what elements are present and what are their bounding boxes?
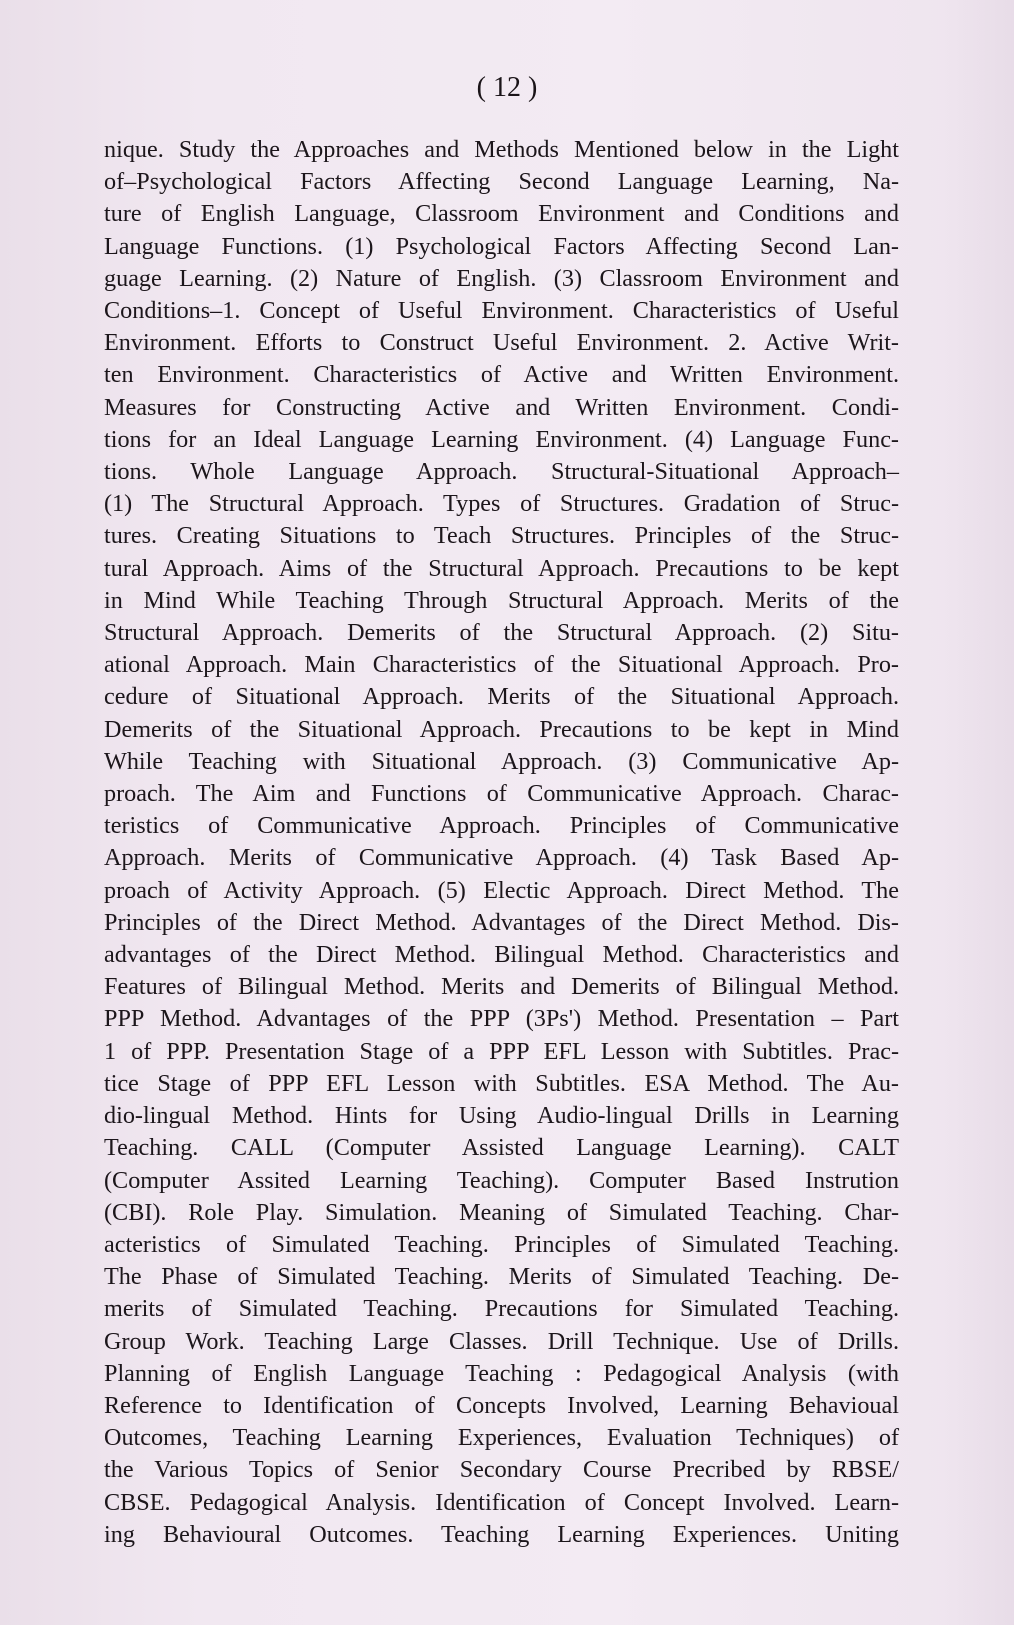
body-paragraph [104, 134, 899, 1551]
text-line: PPP Method. Advantages of the PPP (3Ps') Method. Presentation – Part [104, 1005, 899, 1033]
text-line: ing Behavioural Outcomes. Teaching Learning Experiences. Uniting [104, 1520, 899, 1548]
text-line: CBSE. Pedagogical Analysis. Identification of Concept Involved. Learn- [104, 1488, 899, 1516]
text-line: teristics of Communicative Approach. Principles of Communicative [104, 812, 899, 840]
text-line: Approach. Merits of Communicative Approach. (4) Task Based Ap- [104, 844, 899, 872]
text-line: 1 of PPP. Presentation Stage of a PPP EFL Lesson with Subtitles. Prac- [104, 1037, 899, 1065]
text-line: ten Environment. Characteristics of Active and Written Environment. [104, 361, 899, 389]
text-line: nique. Study the Approaches and Methods Mentioned below in the Light [104, 136, 899, 163]
text-line: the Various Topics of Senior Secondary Course Precribed by RBSE/ [104, 1456, 899, 1484]
text-line: ational Approach. Main Characteristics of the Situational Approach. Pro- [104, 651, 899, 679]
text-line: Environment. Efforts to Construct Useful Environment. 2. Active Writ- [104, 329, 899, 357]
text-line: ture of English Language, Classroom Environment and Conditions and [104, 200, 899, 228]
text-line: Teaching. CALL (Computer Assisted Language Learning). CALT [104, 1134, 899, 1162]
text-line: (1) The Structural Approach. Types of Structures. Gradation of Struc- [104, 490, 899, 518]
text-line: While Teaching with Situational Approach. (3) Communicative Ap- [104, 747, 899, 775]
text-line: proach. The Aim and Functions of Communicative Approach. Charac- [104, 780, 899, 808]
text-line: Structural Approach. Demerits of the Structural Approach. (2) Situ- [104, 619, 899, 647]
text-line: Planning of English Language Teaching : Pedagogical Analysis (with [104, 1359, 899, 1387]
text-line: tural Approach. Aims of the Structural Approach. Precautions to be kept [104, 554, 899, 582]
text-line: tions. Whole Language Approach. Structural-Situational Approach– [104, 458, 899, 486]
text-line: Outcomes, Teaching Learning Experiences, Evaluation Techniques) of [104, 1424, 899, 1452]
text-line: cedure of Situational Approach. Merits of the Situational Approach. [104, 683, 899, 711]
text-line: Demerits of the Situational Approach. Precautions to be kept in Mind [104, 715, 899, 743]
text-line: merits of Simulated Teaching. Precautions for Simulated Teaching. [104, 1295, 899, 1323]
page-number: ( 12 ) [476, 72, 538, 103]
text-line: The Phase of Simulated Teaching. Merits of Simulated Teaching. De- [104, 1263, 899, 1291]
text-line: dio-lingual Method. Hints for Using Audio-lingual Drills in Learning [104, 1102, 899, 1130]
text-line: tions for an Ideal Language Learning Environment. (4) Language Func- [104, 425, 899, 453]
text-line: guage Learning. (2) Nature of English. (3) Classroom Environment and [104, 264, 899, 292]
text-line: Reference to Identification of Concepts Involved, Learning Behavioual [104, 1391, 899, 1419]
text-line: (CBI). Role Play. Simulation. Meaning of Simulated Teaching. Char- [104, 1198, 899, 1226]
text-line: (Computer Assited Learning Teaching). Computer Based Instrution [104, 1166, 899, 1194]
text-line: advantages of the Direct Method. Bilingual Method. Characteristics and [104, 941, 899, 969]
text-line: acteristics of Simulated Teaching. Principles of Simulated Teaching. [104, 1230, 899, 1258]
text-line: Principles of the Direct Method. Advantages of the Direct Method. Dis- [104, 908, 899, 936]
text-line: Conditions–1. Concept of Useful Environment. Characteristics of Useful [104, 297, 899, 325]
text-line: proach of Activity Approach. (5) Electic Approach. Direct Method. The [104, 876, 899, 904]
text-line: Group Work. Teaching Large Classes. Drill Technique. Use of Drills. [104, 1327, 899, 1355]
text-line: Language Functions. (1) Psychological Factors Affecting Second Lan- [104, 232, 899, 260]
text-line: tice Stage of PPP EFL Lesson with Subtitles. ESA Method. The Au- [104, 1069, 899, 1097]
text-line: Measures for Constructing Active and Written Environment. Condi- [104, 393, 899, 421]
text-line: of–Psychological Factors Affecting Second Language Learning, Na- [104, 168, 899, 196]
page-edge-shadow [944, 0, 1014, 1625]
text-line: Features of Bilingual Method. Merits and Demerits of Bilingual Method. [104, 973, 899, 1001]
text-line: tures. Creating Situations to Teach Structures. Principles of the Struc- [104, 522, 899, 550]
text-line: in Mind While Teaching Through Structural Approach. Merits of the [104, 586, 899, 614]
